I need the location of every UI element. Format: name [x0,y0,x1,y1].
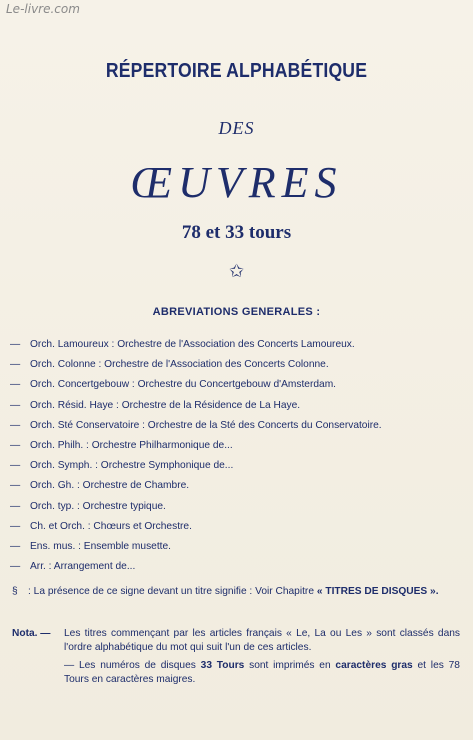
dash: — [10,379,21,391]
title-78-33-tours: 78 et 33 tours [181,222,292,243]
nota-p2-prefix: — Les numéros de disques [64,660,196,671]
abbreviation-item [10,436,465,456]
abbreviation-text: Ens. mus. : Ensemble musette. [30,540,171,552]
abbreviation-item [10,456,465,476]
abbreviation-item [10,557,465,577]
abbreviation-text: Orch. Colonne : Orchestre de l'Association des Concerts Colonne. [30,359,329,371]
abbreviation-item [10,476,465,496]
section-sign: § [12,586,18,597]
abbreviation-text: Orch. Sté Conservatoire : Orchestre de la Sté des Concerts du Conservatoire. [30,419,382,431]
abbreviation-text: Ch. et Orch. : Chœurs et Orchestre. [30,520,192,532]
nota-p2-suffix: et les 78 Tours en caractères maigres. [64,660,460,685]
dash: — [10,540,21,552]
dash: — [10,399,21,411]
abbreviation-item [10,355,465,375]
title-repertoire: RÉPERTOIRE ALPHABÉTIQUE [105,60,368,82]
dash: — [10,359,21,371]
dash: — [10,561,21,573]
abbreviation-item [10,335,465,355]
nota-p2-mid: sont imprimés en [249,660,331,671]
abbreviation-text: Orch. Philh. : Orchestre Philharmonique de... [30,439,233,451]
dash: — [10,460,21,472]
abbreviation-item [10,497,465,517]
abbreviation-text: Orch. Concertgebouw : Orchestre du Concertgebouw d'Amsterdam. [30,379,337,391]
abbreviation-item [10,375,465,395]
nota-paragraph-articles: Les titres commençant par les articles français « Le, La ou Les » sont classés dans l'ordre alphabétique du mot qui suit l'un de ces articles. [64,628,460,653]
title-oeuvres: ŒUVRES [130,158,343,207]
nota-label: Nota. — [12,628,51,639]
abbreviation-item [10,396,465,416]
abbreviations-heading: ABREVIATIONS GENERALES : [152,306,321,318]
star-icon: ✩ [228,261,245,281]
dash: — [10,339,21,350]
watermark: Le-livre.com [6,2,80,16]
abbreviation-text: Orch. Lamoureux : Orchestre de l'Association des Concerts Lamoureux. [30,339,355,350]
section-note-text: : La présence de ce signe devant un titre signifie : Voir Chapitre [28,586,314,597]
abbreviation-text: Orch. typ. : Orchestre typique. [30,500,166,512]
nota-p2-bold-33-tours: 33 Tours [200,660,245,671]
abbreviation-item [10,537,465,557]
abbreviation-text: Orch. Symph. : Orchestre Symphonique de... [30,460,234,472]
nota-p2-bold-caracteres-gras: caractères gras [335,660,413,671]
abbreviation-item [10,517,465,537]
abbreviation-text: Orch. Gh. : Orchestre de Chambre. [30,480,190,492]
abbreviation-text: Orch. Résid. Haye : Orchestre de la Résidence de La Haye. [30,399,301,411]
abbreviation-text: Arr. : Arrangement de... [30,561,136,573]
abbreviation-item [10,416,465,436]
dash: — [10,520,21,532]
section-note-strong: « TITRES DE DISQUES ». [316,586,439,597]
nota-paragraph-typography [64,659,460,687]
section-sign-note [12,585,462,599]
dash: — [10,500,21,512]
dash: — [10,439,21,451]
title-des: DES [218,118,255,138]
dash: — [10,419,21,431]
dash: — [10,480,21,492]
abbreviations-list [10,335,465,577]
